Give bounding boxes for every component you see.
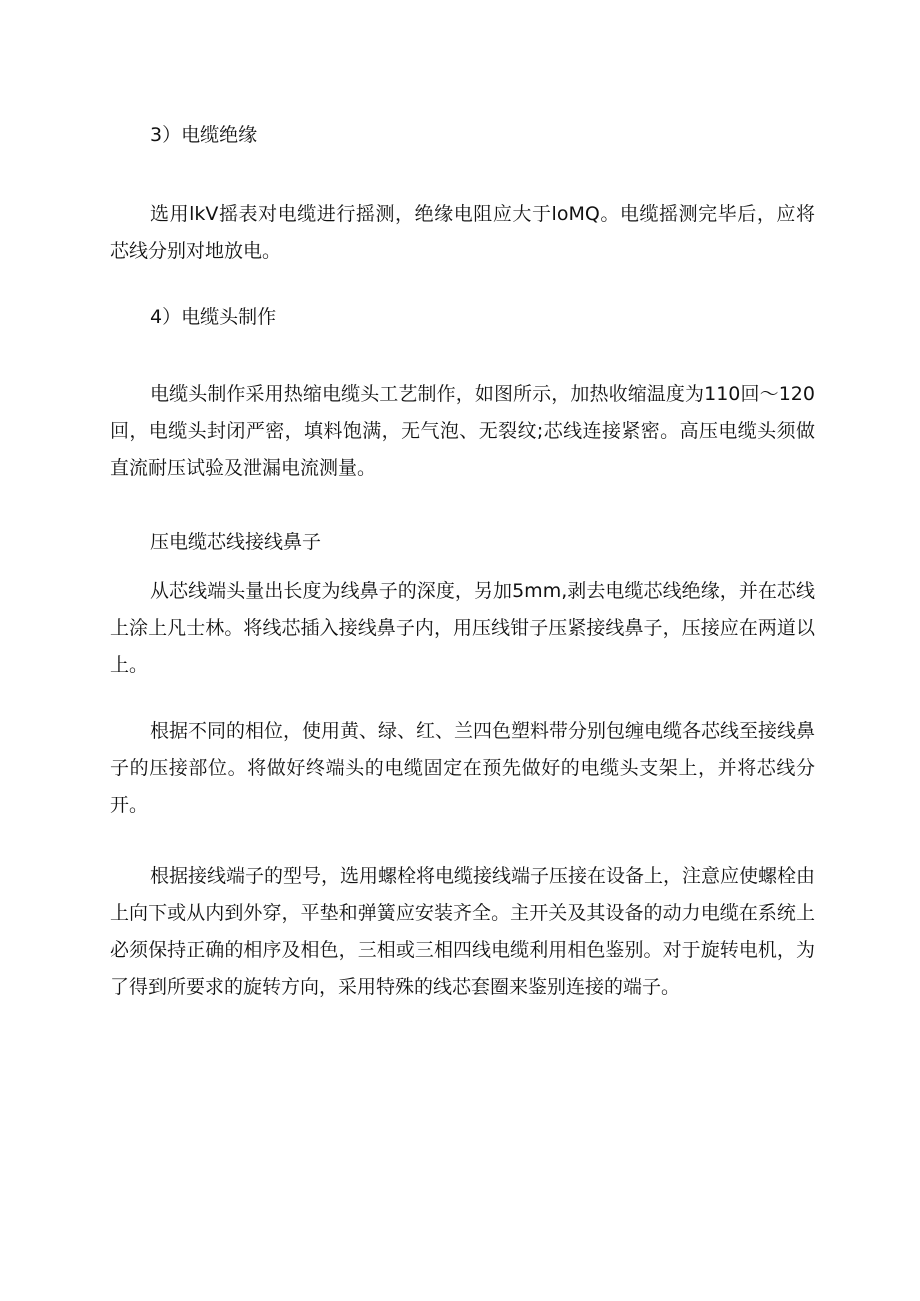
paragraph-phase-color-wrapping: 根据不同的相位，使用黄、绿、红、兰四色塑料带分别包缠电缆各芯线至接线鼻子的压接部位。将做好终端头的电缆固定在预先做好的电缆头支架上，并将芯线分开。 [110, 720, 816, 816]
section-heading-cable-insulation: 3）电缆绝缘 [150, 124, 258, 146]
paragraph-terminal-connection: 根据接线端子的型号，选用螺栓将电缆接线端子压接在设备上，注意应使螺栓由上向下或从内到外穿，平垫和弹簧应安装齐全。主开关及其设备的动力电缆在系统上必须保持正确的相序及相色，三相或三相四线电缆利用相色鉴别。对于旋转电机，为了得到所要求的旋转方向，采用特殊的线芯套圈来鉴别连接的端子。 [110, 865, 816, 998]
section-heading-cable-head: 4）电缆头制作 [150, 306, 277, 328]
paragraph-cable-head-making: 电缆头制作采用热缩电缆头工艺制作，如图所示，加热收缩温度为110回～120回，电缆头封闭严密，填料饱满，无气泡、无裂纹;芯线连接紧密。高压电缆头须做直流耐压试验及泄漏电流测量。 [110, 383, 815, 479]
paragraph-crimp-procedure: 从芯线端头量出长度为线鼻子的深度，另加5mm,剥去电缆芯线绝缘，并在芯线上涂上凡士林。将线芯插入接线鼻子内，用压线钳子压紧接线鼻子，压接应在两道以上。 [110, 580, 815, 676]
paragraph-insulation-test: 选用lkV摇表对电缆进行摇测，绝缘电阻应大于loMQ。电缆摇测完毕后，应将芯线分别对地放电。 [110, 203, 815, 262]
subheading-crimp-lug: 压电缆芯线接线鼻子 [150, 531, 322, 553]
